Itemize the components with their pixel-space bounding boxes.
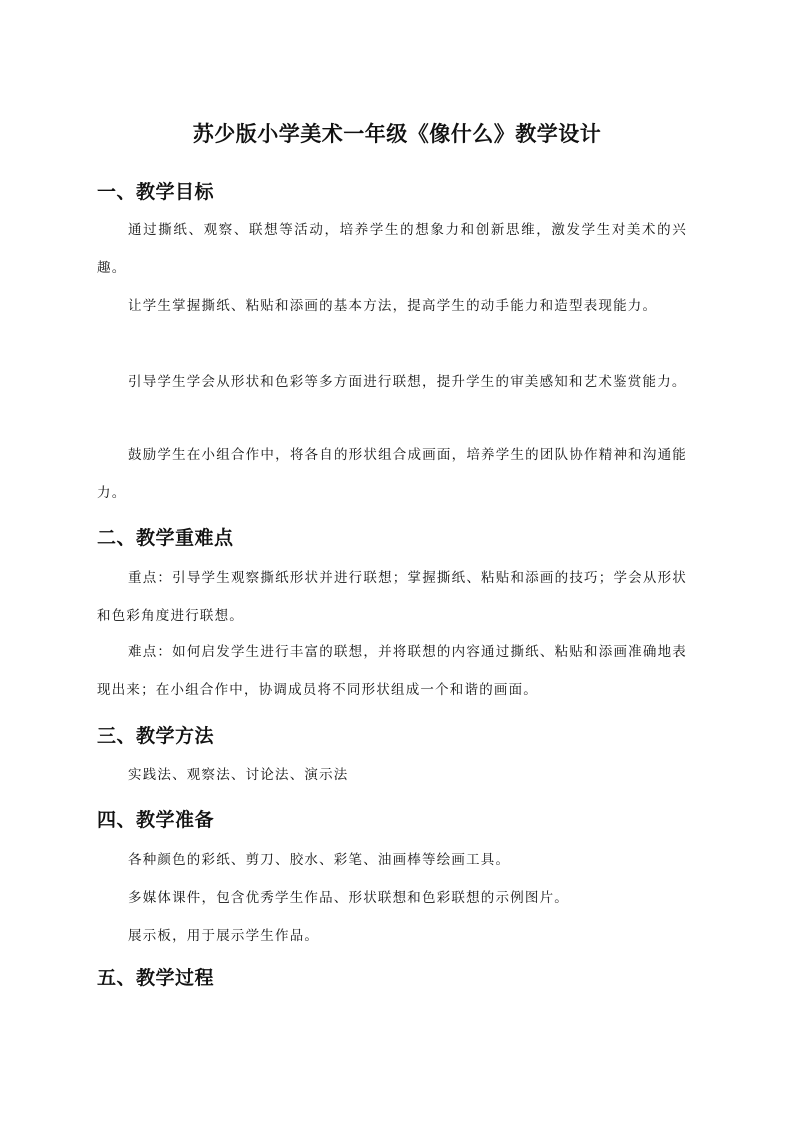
section-heading-preparation: 四、教学准备 [97,809,215,831]
section-heading-key-points: 二、教学重难点 [97,527,234,549]
preparation-paragraph: 展示板，用于展示学生作品。 [128,928,320,944]
section-heading-methods: 三、教学方法 [97,725,215,747]
section-heading-objectives: 一、教学目标 [97,181,215,203]
methods-paragraph: 实践法、观察法、讨论法、演示法 [128,767,349,783]
section-heading-process: 五、教学过程 [97,967,215,989]
preparation-paragraph: 各种颜色的彩纸、剪刀、胶水、彩笔、油画棒等绘画工具。 [128,852,511,868]
objective-paragraph: 引导学生学会从形状和色彩等多方面进行联想，提升学生的审美感知和艺术鉴赏能力。 [128,374,687,390]
key-point-paragraph: 重点：引导学生观察撕纸形状并进行联想；掌握撕纸、粘贴和添画的技巧；学会从形状和色彩角度进行联想。 [97,570,687,624]
difficulty-paragraph: 难点：如何启发学生进行丰富的联想，并将联想的内容通过撕纸、粘贴和添画准确地表现出来；在小组合作中，协调成员将不同形状组成一个和谐的画面。 [97,644,687,698]
objective-paragraph: 通过撕纸、观察、联想等活动，培养学生的想象力和创新思维，激发学生对美术的兴趣。 [97,222,687,276]
objective-paragraph: 鼓励学生在小组合作中，将各自的形状组合成画面，培养学生的团队协作精神和沟通能力。 [97,447,687,501]
preparation-paragraph: 多媒体课件，包含优秀学生作品、形状联想和色彩联想的示例图片。 [128,890,569,906]
objective-paragraph: 让学生掌握撕纸、粘贴和添画的基本方法，提高学生的动手能力和造型表现能力。 [128,298,658,314]
document-title: 苏少版小学美术一年级《像什么》教学设计 [192,122,602,146]
